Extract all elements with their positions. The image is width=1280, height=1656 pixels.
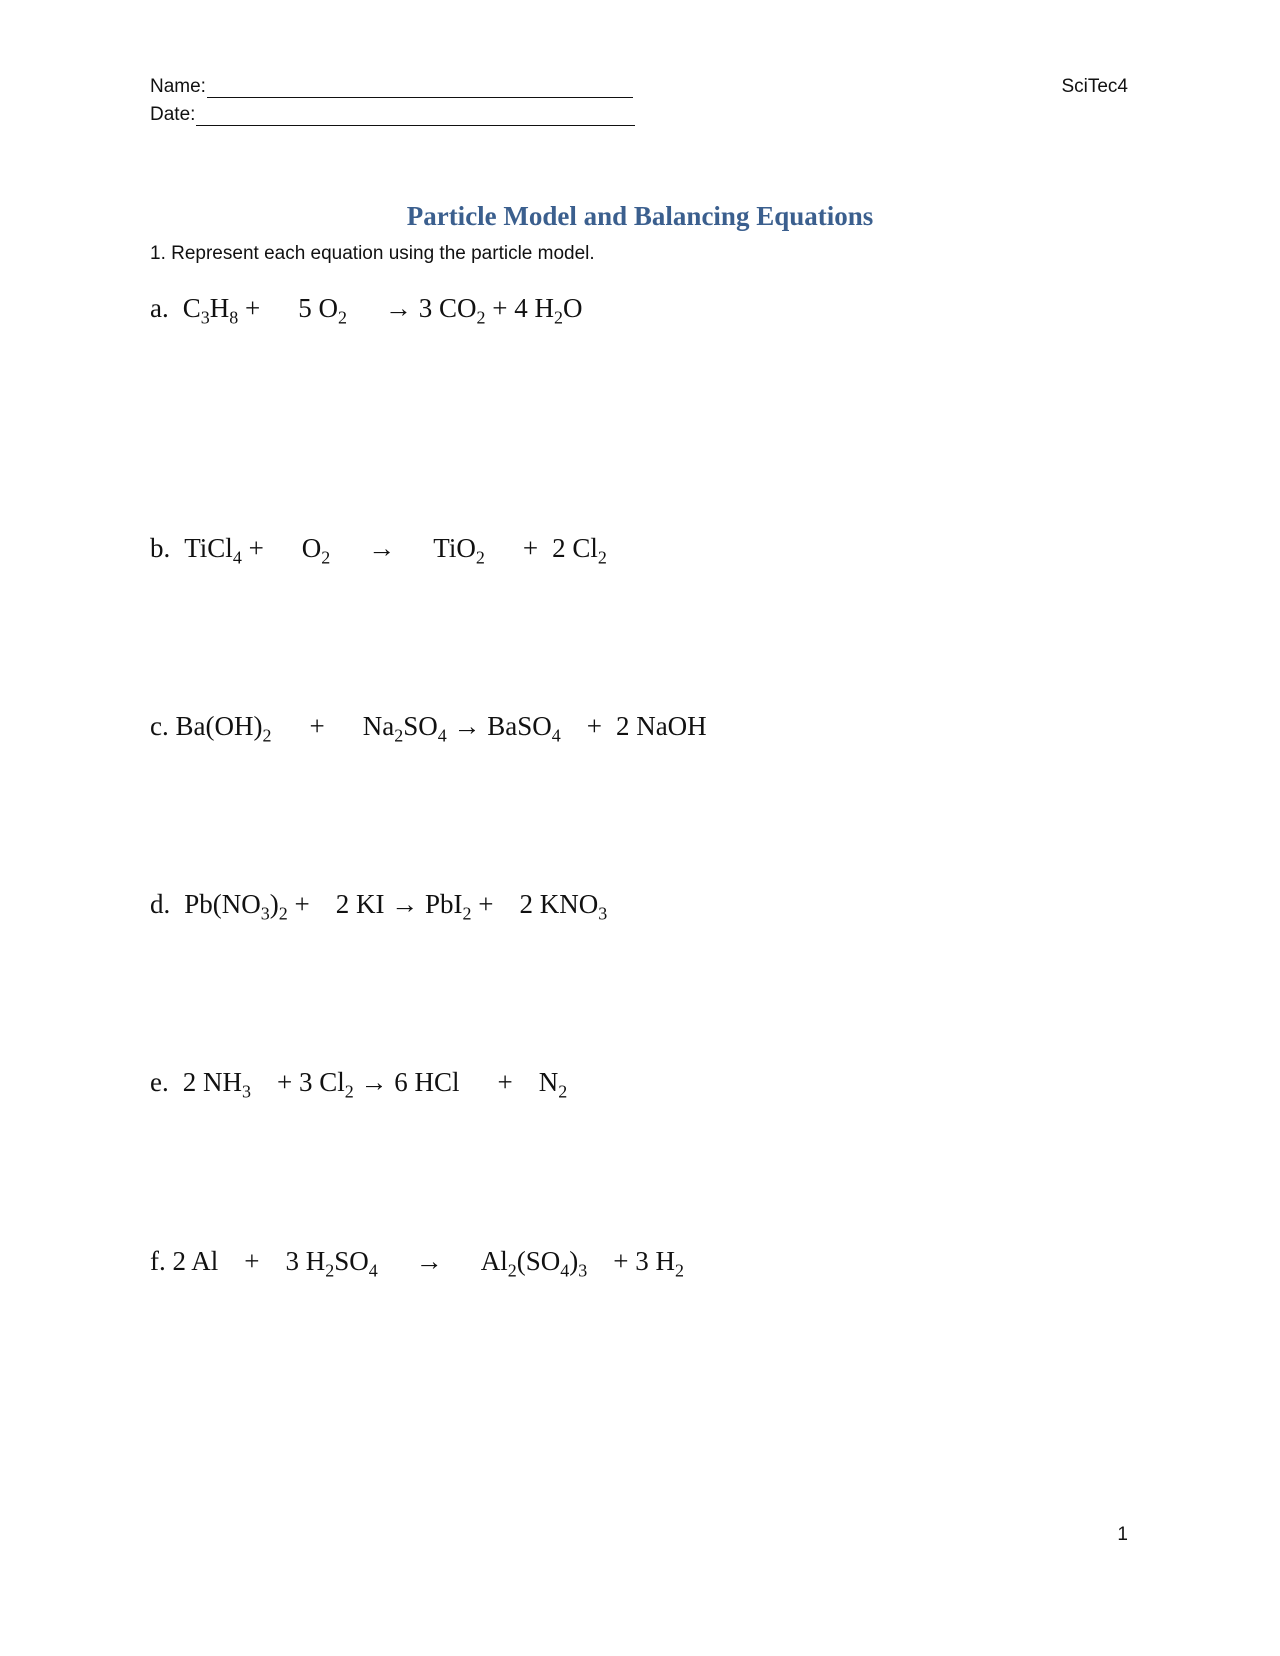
reactant-1: 2 Al [172,1246,219,1276]
date-label: Date: [150,104,196,125]
reactant-1: $Ba(OH)_2$ [175,711,272,746]
product-2: $N_2$ [538,1067,568,1102]
reactant-2: 2 KI [335,889,385,919]
equation-c [150,710,707,746]
arrow: → [391,889,419,919]
plus-sign: + [248,533,264,563]
reactant-2: 5 $O_2$ [298,293,347,328]
plus-sign: + [294,889,310,919]
date-field[interactable] [150,104,635,126]
plus-sign: + [309,711,325,741]
plus-sign: + [478,889,494,919]
product-1: 6 HCl [394,1067,460,1097]
equation-label: d. [150,889,171,919]
equation-d [150,888,608,924]
product-2: 2 $KNO_3$ [519,889,608,924]
plus-sign: + [613,1246,629,1276]
plus-sign: + [276,1067,293,1097]
equation-label: a. [150,293,169,323]
name-label: Name: [150,76,206,97]
reactant-1: $C_3H_8$ [182,293,239,328]
product-2: 2 NaOH [615,711,707,741]
equation-f [150,1245,685,1281]
date-blank-line[interactable] [196,107,635,126]
reactant-2: $Na_2SO_4$ [362,711,447,746]
name-field[interactable] [150,76,633,98]
arrow: → [415,1246,443,1276]
product-1: TiO$_2$ [433,533,485,568]
arrow: → [368,533,396,563]
reactant-2: $O_2$ [301,533,331,568]
plus-sign: + [244,1246,260,1276]
page-title: Particle Model and Balancing Equations [406,201,874,231]
reactant-1: TiCl$_4$ [184,533,242,568]
equation-a [150,292,583,328]
product-1: BaSO$_4$ [487,711,561,746]
page-number: 1 [1117,1524,1128,1545]
plus-sign: + [492,293,508,323]
product-2: 4 $H_2O$ [514,293,583,328]
product-1: PbI$_2$ [425,889,472,924]
reactant-1: $Pb(NO_3)_2$ [184,889,288,924]
plus-sign: + [245,293,261,323]
product-1: 3 $CO_2$ [418,293,486,328]
equation-label: c. [150,711,169,741]
equation-label: b. [150,533,171,563]
product-2: 3 $H_2$ [635,1246,685,1281]
plus-sign: + [522,533,539,563]
arrow: → [360,1067,388,1097]
product-2: 2 $Cl_2$ [552,533,607,568]
equation-label: f. [150,1246,166,1276]
reactant-2: 3 $H_2SO_4$ [285,1246,378,1281]
arrow: → [453,711,481,741]
course-code: SciTec4 [1061,76,1128,97]
equation-b [150,532,607,568]
reactant-1: 2 $NH_3$ [182,1067,251,1102]
plus-sign: + [586,711,602,741]
arrow: → [384,293,412,323]
product-1: $Al_2(SO_4)_3$ [480,1246,588,1281]
name-blank-line[interactable] [207,79,633,98]
equation-label: e. [150,1067,169,1097]
reactant-2: 3 $Cl_2$ [298,1067,354,1102]
instruction-text: 1. Represent each equation using the particle model. [150,243,595,264]
equation-e [150,1066,568,1102]
plus-sign: + [497,1067,513,1097]
